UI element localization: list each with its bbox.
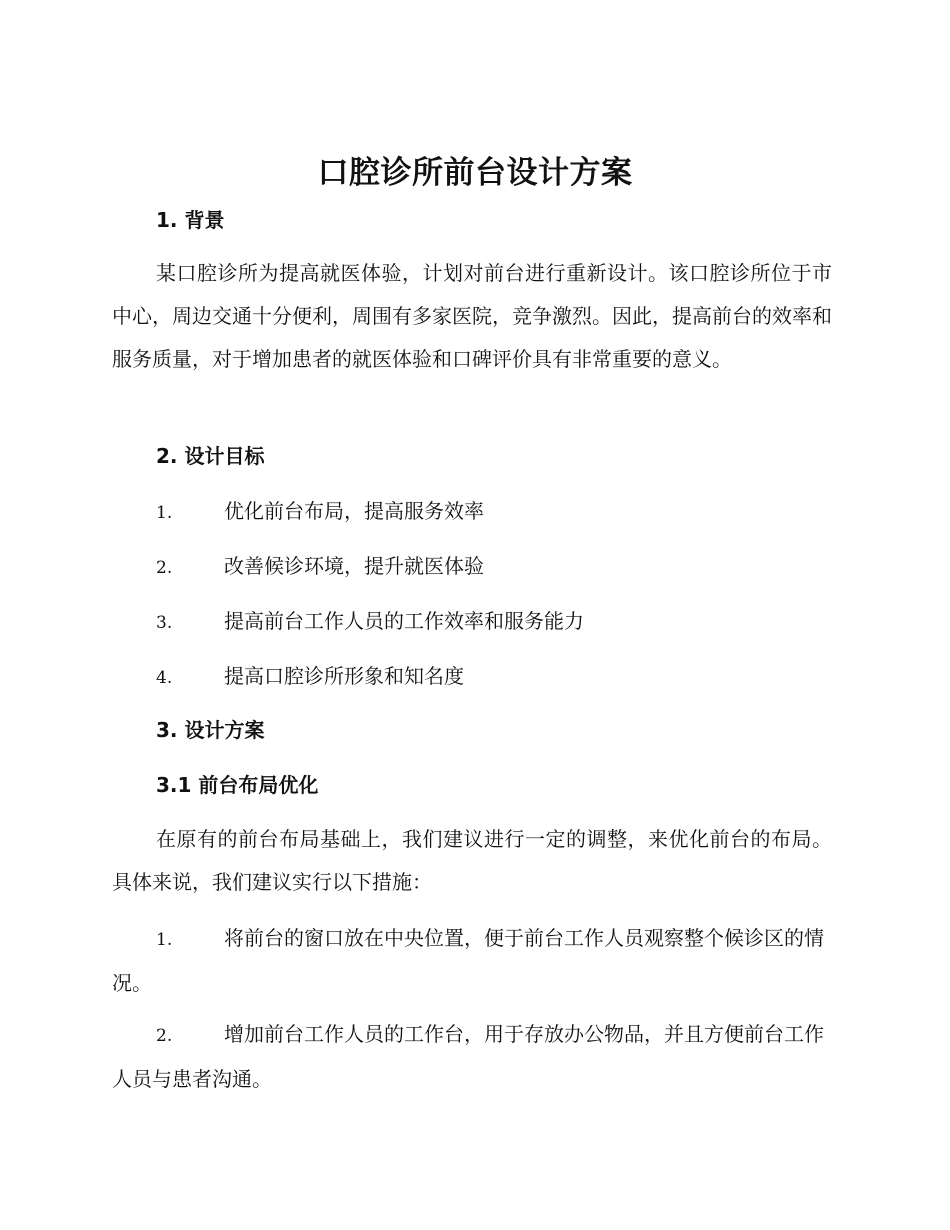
measure-list-item — [112, 1013, 832, 1101]
list-text: 优化前台布局，提高服务效率 — [224, 499, 484, 523]
goal-list-item — [112, 600, 832, 645]
list-text: 增加前台工作人员的工作台，用于存放办公物品，并且方便前台工作人员与患者沟通。 — [112, 1022, 824, 1091]
list-number: 2. — [156, 1026, 173, 1046]
measure-list-item — [112, 917, 832, 1005]
section-heading-background: 1. 背景 — [156, 208, 225, 232]
section-heading-plan: 3. 设计方案 — [156, 718, 265, 742]
list-number: 2. — [156, 558, 173, 578]
list-number: 4. — [156, 668, 173, 688]
list-text: 将前台的窗口放在中央位置，便于前台工作人员观察整个候诊区的情况。 — [112, 926, 824, 995]
goal-list-item — [112, 490, 832, 535]
page-title: 口腔诊所前台设计方案 — [317, 155, 633, 191]
section-heading-goals: 2. 设计目标 — [156, 444, 265, 468]
background-paragraph: 某口腔诊所为提高就医体验，计划对前台进行重新设计。该口腔诊所位于市中心，周边交通十分便利，周围有多家医院，竞争激烈。因此，提高前台的效率和服务质量，对于增加患者的就医体验和口碑评价具有非常重要的意义。 — [112, 261, 832, 371]
list-text: 提高口腔诊所形象和知名度 — [224, 664, 464, 688]
goal-list-item — [112, 545, 832, 590]
subsection-heading-layout: 3.1 前台布局优化 — [156, 773, 319, 797]
goal-list-item — [112, 655, 832, 700]
list-number: 3. — [156, 613, 173, 633]
list-number: 1. — [156, 930, 173, 950]
layout-paragraph: 在原有的前台布局基础上，我们建议进行一定的调整，来优化前台的布局。具体来说，我们建议实行以下措施： — [112, 827, 832, 894]
list-text: 改善候诊环境，提升就医体验 — [224, 554, 484, 578]
list-text: 提高前台工作人员的工作效率和服务能力 — [224, 609, 584, 633]
list-number: 1. — [156, 503, 173, 523]
